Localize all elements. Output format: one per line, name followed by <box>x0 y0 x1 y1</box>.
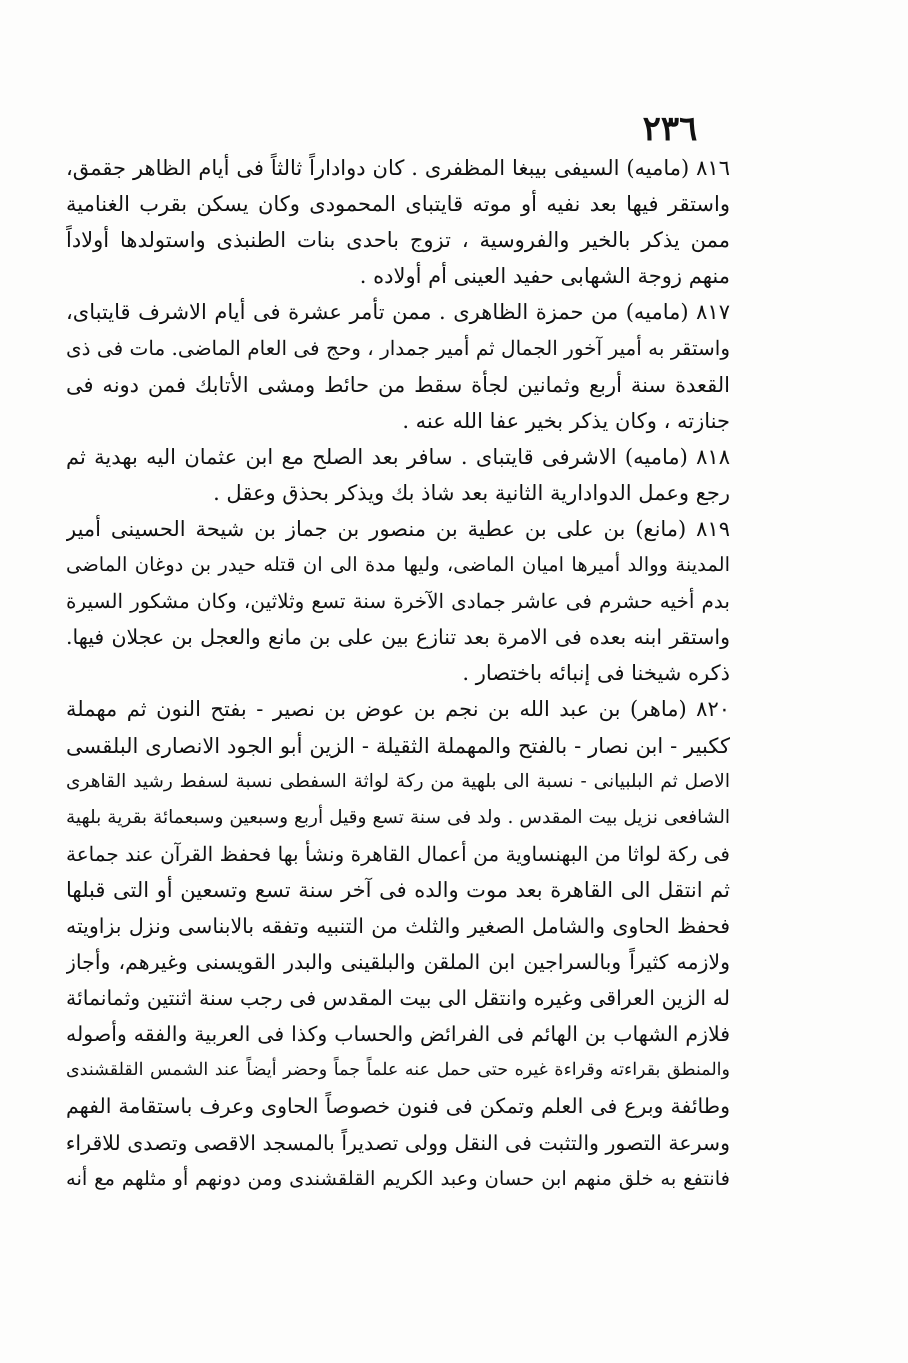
entry-820-line-11: والمنطق بقراءته وقراءة غيره حتى حمل عنه علماً جماً وحضر أيضاً عند الشمس القلقشندى <box>66 1060 730 1081</box>
entry-816-line-4: منهم زوجة الشهابى حفيد العينى أم أولاده . <box>359 264 730 289</box>
entry-820-line-8: ولازمه كثيراً وبالسراجين ابن الملقن والبلقينى والبدر القويسنى وغيرهم، وأجاز <box>66 950 730 975</box>
entry-816-line-2: واستقر فيها بعد نفيه أو موته قايتباى المحمودى وكان يسكن بقرب الغنامية <box>66 192 730 217</box>
entry-817-line-4: جنازته ، وكان يذكر بخير عفا الله عنه . <box>402 408 730 433</box>
entry-818-line-2: رجع وعمل الدوادارية الثانية بعد شاذ بك ويذكر بحذق وعقل . <box>213 480 730 505</box>
entry-820-line-6: ثم انتقل الى القاهرة بعد موت والده فى آخر سنة تسع وتسعين أو التى قبلها <box>66 877 730 902</box>
entry-818-line-1: ٨١٨ (ماميه) الاشرفى قايتباى . سافر بعد الصلح مع ابن عثمان اليه بهدية ثم <box>66 444 730 469</box>
entry-820-line-5: فى ركة لواثا من البهنساوية من أعمال القاهرة ونشأ بها فحفظ القرآن عند جماعة <box>66 841 730 866</box>
entry-816-line-3: ممن يذكر بالخير والفروسية ، تزوج باحدى بنات الطنبذى واستولدها أولاداً <box>66 228 730 253</box>
entry-819-line-2: المدينة ووالد أميرها اميان الماضى، وليها مدة الى ان قتله حيدر بن دوغان الماضى <box>66 553 730 577</box>
entry-820-line-10: فلازم الشهاب بن الهائم فى الفرائض والحساب وكذا فى العربية والفقه وأصوله <box>66 1022 730 1047</box>
entry-816-line-1: ٨١٦ (ماميه) السيفى بيبغا المظفرى . كان دواداراً ثالثاً فى أيام الظاهر جقمق، <box>66 156 730 180</box>
entry-820-line-13: وسرعة التصور والتثبت فى النقل وولى تصديراً بالمسجد الاقصى وتصدى للاقراء <box>66 1130 730 1155</box>
entry-820-line-14: فانتفع به خلق منهم ابن حسان وعبد الكريم القلقشندى ومن دونهم أو مثلهم مع أنه <box>66 1166 730 1190</box>
entry-819-line-1: ٨١٩ (مانع) بن على بن عطية بن منصور بن جماز بن شيحة الحسينى أمير <box>66 516 730 541</box>
entry-820-line-1: ٨٢٠ (ماهر) بن عبد الله بن نجم بن عوض بن نصير - بفتح النون ثم مهملة <box>66 697 730 722</box>
entry-820-line-2: ككبير - ابن نصار - بالفتح والمهملة الثقيلة - الزين أبو الجود الانصارى البلقسى <box>66 733 730 758</box>
page-body-text <box>66 150 730 1197</box>
entry-817-line-1: ٨١٧ (ماميه) من حمزة الظاهرى . ممن تأمر عشرة فى أيام الاشرف قايتباى، <box>66 300 730 325</box>
entry-820-line-3: الاصل ثم البلبيانى - نسبة الى بلهية من ركة لواثة السفطى نسبة لسفط رشيد القاهرى <box>66 770 730 792</box>
entry-817-line-3: القعدة سنة أربع وثمانين لجأة سقط من حائط ومشى الأتابك فمن دونه فى <box>66 372 730 397</box>
entry-817-line-2: واستقر به أمير آخور الجمال ثم أمير جمدار ، وحج فى العام الماضى. مات فى ذى <box>66 336 730 361</box>
entry-819-line-5: ذكره شيخنا فى إنبائه باختصار . <box>462 661 730 686</box>
entry-820-line-9: له الزين العراقى وغيره وانتقل الى بيت المقدس فى رجب سنة اثنتين وثمانمائة <box>66 986 730 1011</box>
entry-819-line-4: واستقر ابنه بعده فى الامرة بعد تنازع بين على بن مانع والعجل بن عجلان فيها. <box>66 625 730 650</box>
entry-820-line-4: الشافعى نزيل بيت المقدس . ولد فى سنة تسع وقيل أربع وسبعين وسبعمائة بقرية بلهية <box>66 806 730 828</box>
entry-820-line-12: وطائفة وبرع فى العلم وتمكن فى فنون خصوصاً الحاوى وعرف باستقامة الفهم <box>66 1094 730 1119</box>
entry-820-line-7: فحفظ الحاوى والشامل الصغير والثلث من التنبيه وتفقه بالابناسى ونزل بزاويته <box>66 913 730 938</box>
page-number: ٢٣٦ <box>642 109 698 149</box>
entry-819-line-3: بدم أخيه حشرم فى عاشر جمادى الآخرة سنة تسع وثلاثين، وكان مشكور السيرة <box>66 589 730 614</box>
